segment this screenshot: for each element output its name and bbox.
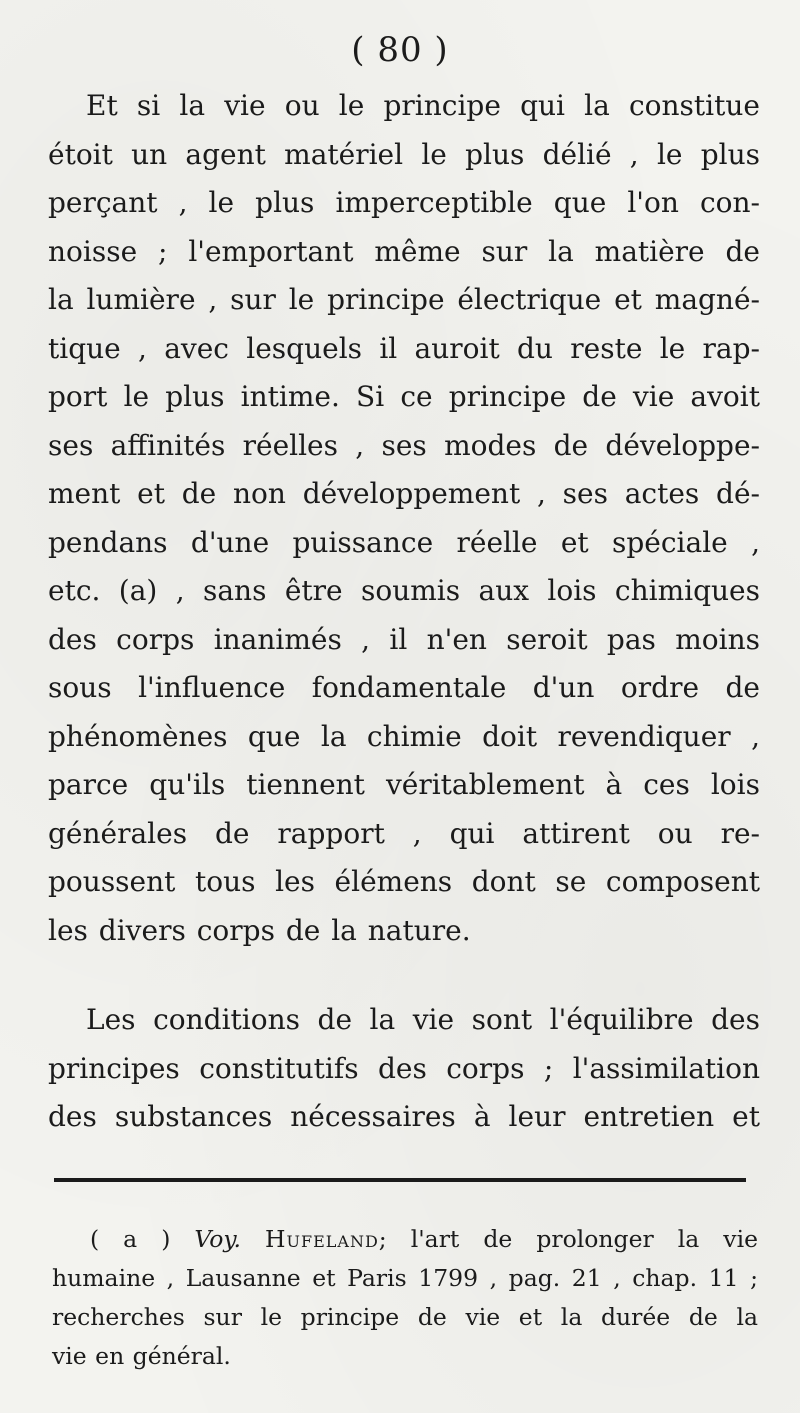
paragraph-2 [48,996,760,1142]
footnote-line-1-rest: ; l'art de prolonger la vie [378,1225,758,1253]
text-line: générales de rapport , qui attirent ou re- [48,816,760,850]
footnote-line-4: vie en général. [52,1342,231,1370]
text-line: des corps inanimés , il n'en seroit pas moins [48,622,760,656]
text-line: port le plus intime. Si ce principe de vie avoit [48,380,760,413]
text-line: poussent tous les élémens dont se composent [48,865,760,898]
paragraph-1 [48,82,760,955]
text-line: les divers corps de la nature. [48,913,471,947]
text-line: noisse ; l'emportant même sur la matière de [48,234,760,268]
page-number: ( 80 ) [351,30,449,70]
footnote-author: Hufeland [265,1225,379,1253]
text-line: etc. (a) , sans être soumis aux lois chimiques [48,574,760,607]
footnote [52,1220,758,1376]
footnote-line-3: recherches sur le principe de vie et la durée de la [52,1303,758,1331]
text-line: sous l'influence fondamentale d'un ordre de [48,671,760,704]
text-line: perçant , le plus imperceptible que l'on con- [48,186,760,219]
text-line: ses affinités réelles , ses modes de développe- [48,428,760,462]
text-line: tique , avec lesquels il auroit du reste le rap- [48,331,760,365]
text-line: la lumière , sur le principe électrique et magné- [48,283,760,316]
text-line: ment et de non développement , ses actes dé- [48,477,760,510]
text-line: pendans d'une puissance réelle et spéciale , [48,525,760,559]
text-line: principes constitutifs des corps ; l'assimilation [48,1051,760,1085]
footnote-divider [54,1178,746,1182]
text-line: Les conditions de la vie sont l'équilibre des [86,1003,760,1036]
text-line: étoit un agent matériel le plus délié , le plus [48,137,760,171]
footnote-line-1 [52,1220,758,1259]
footnote-line-2: humaine , Lausanne et Paris 1799 , pag. 21 , chap. 11 ; [52,1264,758,1292]
text-line: des substances nécessaires à leur entretien et [48,1100,760,1133]
footnote-voy: Voy. [194,1225,241,1253]
text-line: Et si la vie ou le principe qui la constitue [86,89,760,122]
footnote-marker: ( a ) [90,1225,171,1253]
text-line: phénomènes que la chimie doit revendiquer , [48,719,760,753]
text-line: parce qu'ils tiennent véritablement à ces lois [48,768,760,801]
